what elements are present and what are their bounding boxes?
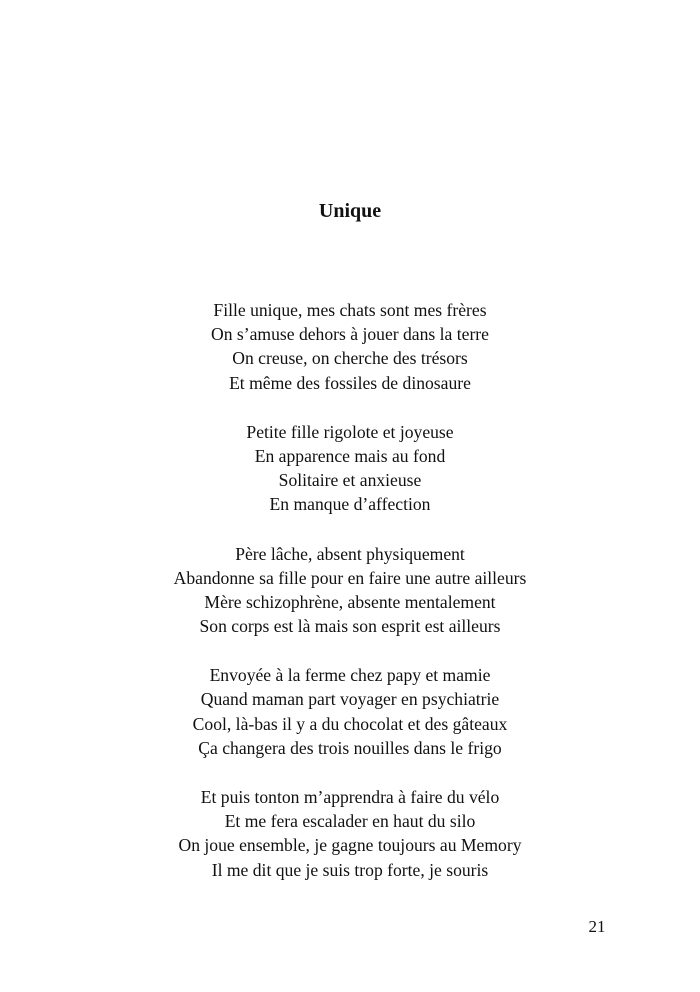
poem-line: Quand maman part voyager en psychiatrie [200,689,500,710]
poem-line: Envoyée à la ferme chez papy et mamie [209,665,491,686]
poem-line: Et même des fossiles de dinosaure [229,372,471,393]
poem-line: Fille unique, mes chats sont mes frères [213,300,487,320]
poem-line: En apparence mais au fond [254,445,446,466]
poem-title: Unique [318,200,382,222]
poem-body [0,298,700,907]
poem-line: Et puis tonton m’apprendra à faire du vélo [200,787,500,807]
poem-line: Et me fera escalader en haut du silo [224,811,476,832]
stanza-1 [0,298,700,395]
poem-line: On s’amuse dehors à jouer dans la terre [211,324,489,345]
poem-line: Ça changera des trois nouilles dans le frigo [198,737,502,758]
poem-line: Cool, là-bas il y a du chocolat et des gâteaux [192,713,508,734]
poem-line: Solitaire et anxieuse [278,470,422,491]
stanza-5 [0,785,700,882]
poem-line: On creuse, on cherche des trésors [232,348,468,369]
poem-line: On joue ensemble, je gagne toujours au Memory [178,835,522,856]
page-number: 21 [588,917,606,936]
poem-line: Petite fille rigolote et joyeuse [246,421,454,442]
poem-line: Père lâche, absent physiquement [235,543,465,564]
poem-line: Mère schizophrène, absente mentalement [204,591,496,612]
poem-line: Son corps est là mais son esprit est ailleurs [199,616,501,637]
poem-line: Abandonne sa fille pour en faire une autre ailleurs [173,567,527,588]
stanza-2 [0,420,700,517]
poem-line: En manque d’affection [269,494,431,515]
poem-line: Il me dit que je suis trop forte, je souris [211,859,489,880]
stanza-4 [0,663,700,760]
stanza-3 [0,542,700,639]
